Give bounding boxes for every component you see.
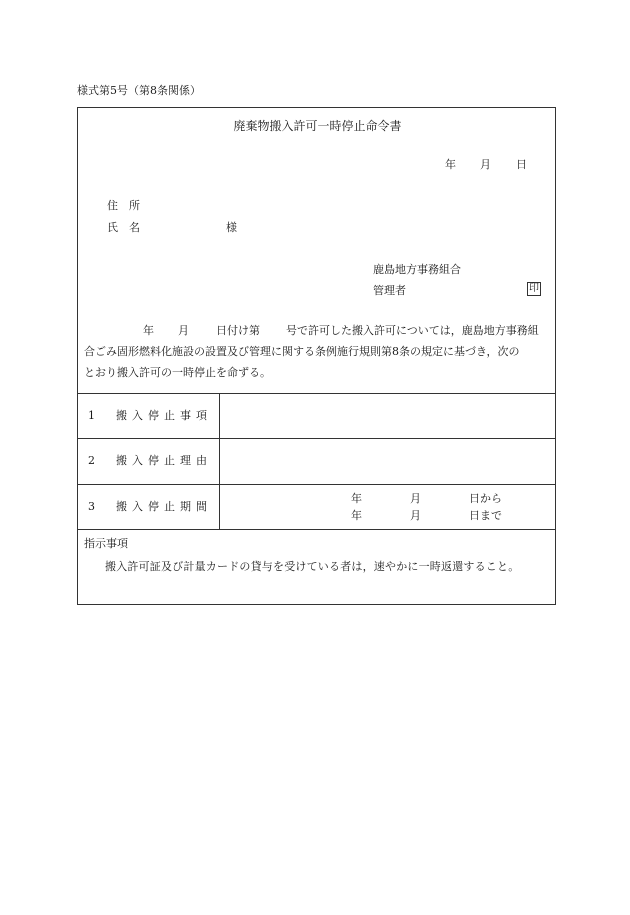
- period-from-month: 月: [410, 492, 421, 505]
- instructions-text: 搬入許可証及び計量カードの貸与を受けている者は，速やかに一時返還すること。: [105, 560, 520, 573]
- issuer-organization: 鹿島地方事務組合: [373, 263, 461, 276]
- table-divider: [219, 393, 220, 529]
- name-label: 氏 名: [107, 221, 140, 234]
- table-rule: [78, 393, 555, 394]
- row-label-suspension-period: 3 搬入停止期間: [88, 500, 212, 513]
- address-label: 住 所: [107, 199, 140, 212]
- instructions-heading: 指示事項: [84, 537, 128, 550]
- issuer-title: 管理者: [373, 284, 406, 297]
- body-day: 日付け第: [216, 324, 260, 337]
- period-to-day: 日まで: [469, 509, 502, 522]
- form-number-label: 様式第5号（第8条関係）: [77, 84, 201, 97]
- table-rule: [78, 529, 555, 530]
- body-month: 月: [178, 324, 189, 337]
- date-month: 月: [480, 158, 491, 171]
- honorific: 様: [226, 221, 237, 234]
- period-from-day: 日から: [469, 492, 502, 505]
- document-title: 廃棄物搬入許可一時停止命令書: [233, 119, 402, 133]
- body-line1: 号で許可した搬入許可については，鹿島地方事務組: [286, 324, 539, 337]
- order-form: [77, 107, 556, 605]
- seal-mark: 印: [529, 283, 539, 294]
- row-label-suspension-matter: 1 搬入停止事項: [88, 409, 212, 422]
- period-to-year: 年: [351, 509, 362, 522]
- body-line2: 合ごみ固形燃料化施設の設置及び管理に関する条例施行規則第8条の規定に基づき，次の: [84, 345, 520, 358]
- table-rule: [78, 484, 555, 485]
- period-from-year: 年: [351, 492, 362, 505]
- row-label-suspension-reason: 2 搬入停止理由: [88, 454, 212, 467]
- period-to-month: 月: [410, 509, 421, 522]
- body-line3: とおり搬入許可の一時停止を命ずる。: [84, 366, 271, 379]
- table-rule: [78, 438, 555, 439]
- date-year: 年: [445, 158, 456, 171]
- date-day: 日: [516, 158, 527, 171]
- body-year: 年: [143, 324, 154, 337]
